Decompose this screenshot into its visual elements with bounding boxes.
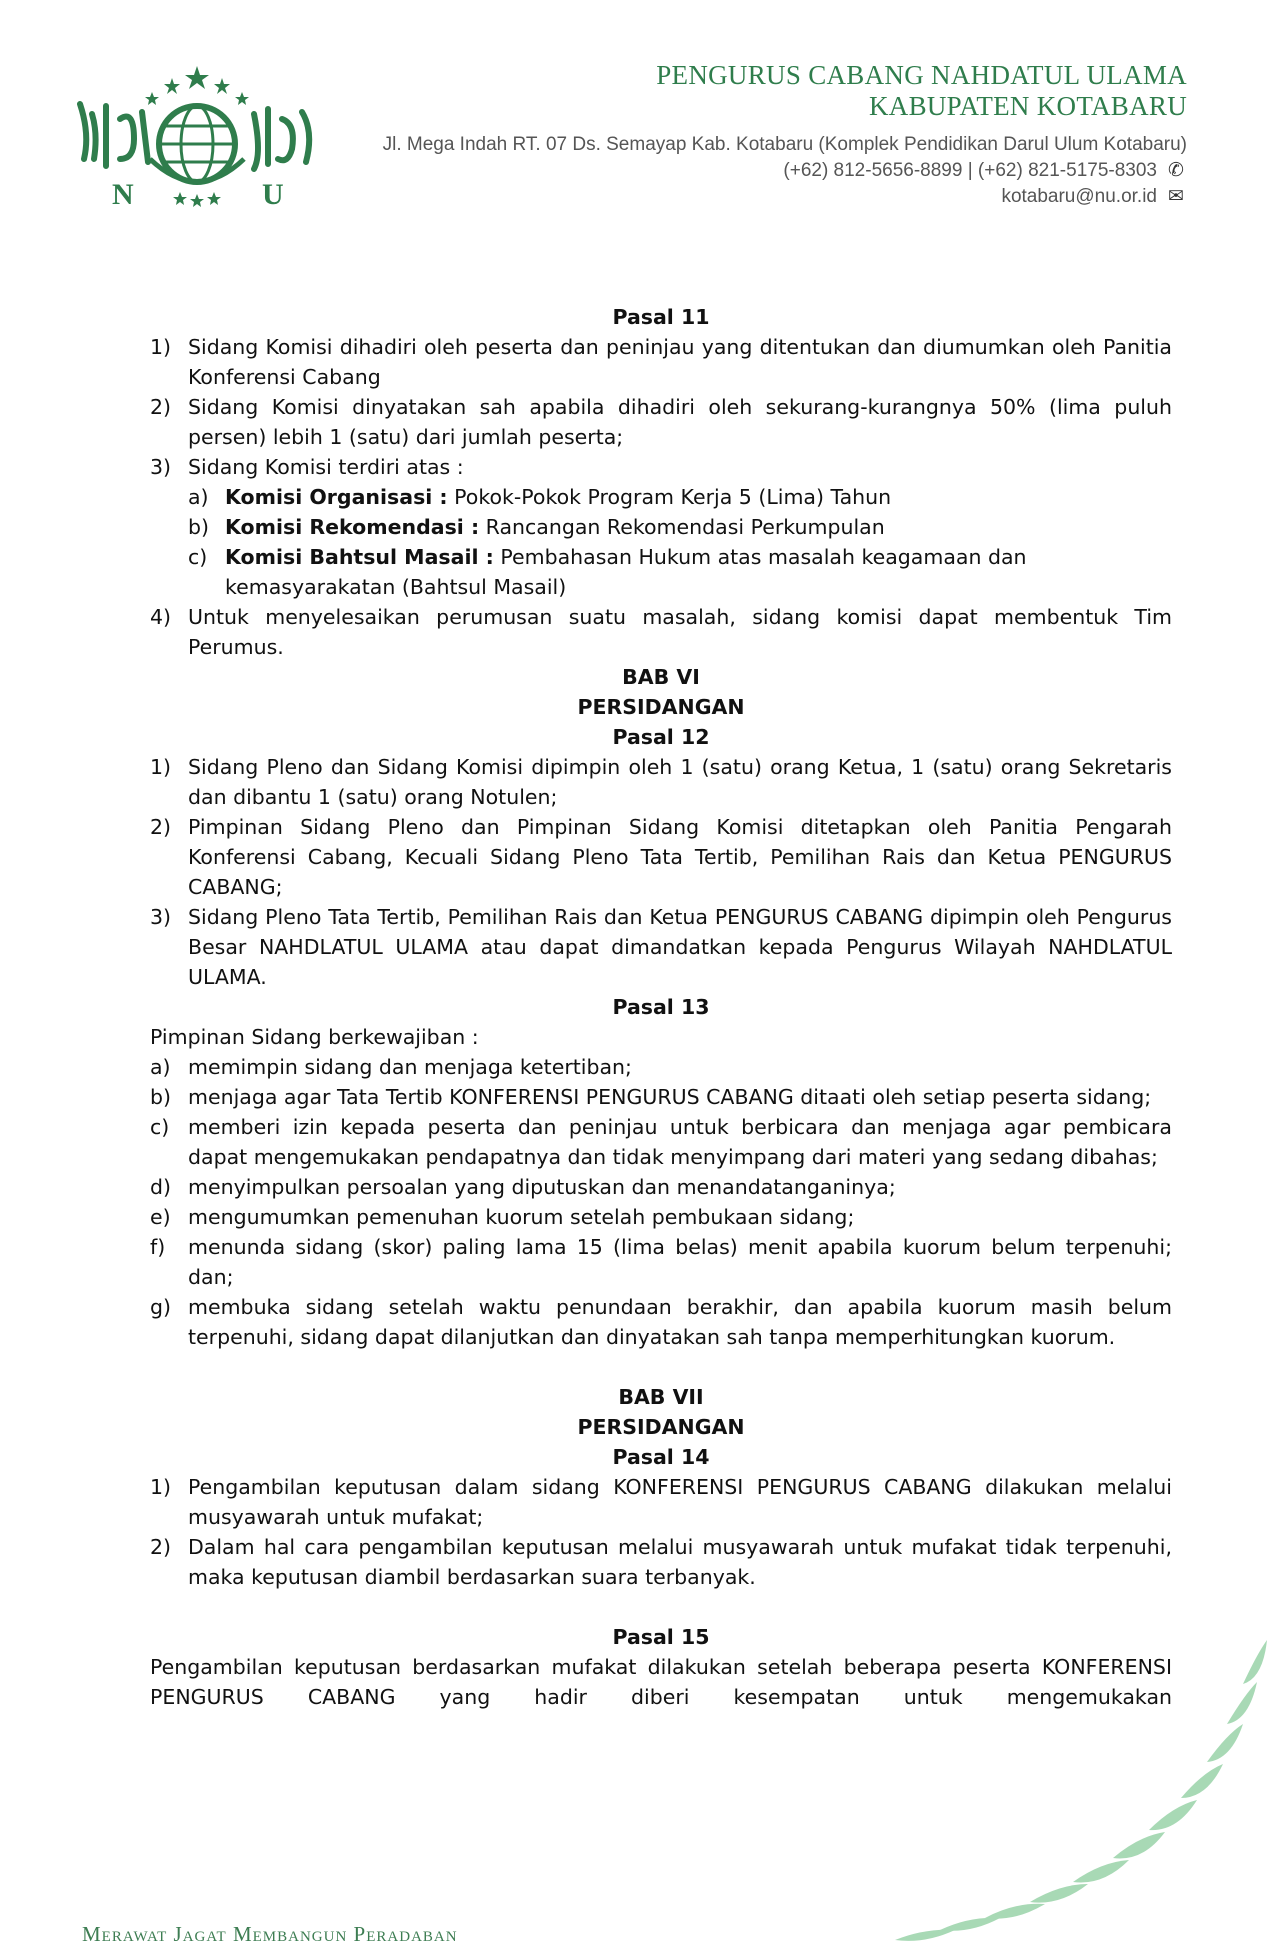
list-item: 2) Sidang Komisi dinyatakan sah apabila dihadiri oleh sekurang-kurangnya 50% (lima puluh persen) lebih 1 (satu) dari jumlah peserta; (150, 395, 1172, 449)
list-item: b) menjaga agar Tata Tertib KONFERENSI PENGURUS CABANG ditaati oleh setiap peserta sidang; (150, 1085, 1152, 1109)
list-item: a) memimpin sidang dan menjaga ketertiban; (150, 1055, 632, 1079)
star-icon (235, 92, 249, 105)
star-icon (207, 192, 221, 205)
bab-7-title: BAB VII (618, 1385, 704, 1409)
rope-segments (895, 1640, 1267, 1941)
pasal-13-title: Pasal 13 (612, 995, 710, 1019)
bab-6-subtitle: PERSIDANGAN (577, 695, 745, 719)
letterhead (0, 0, 1275, 230)
svg-text:N: N (112, 178, 134, 211)
list-item: 1) Sidang Pleno dan Sidang Komisi dipimpin oleh 1 (satu) orang Ketua, 1 (satu) orang Sekretaris dan dibantu 1 (satu) orang Notulen; (150, 755, 1172, 809)
org-phone: (+62) 812-5656-8899 | (+62) 821-5175-8303 (783, 160, 1157, 181)
rope-ornament (855, 1640, 1275, 1950)
org-region: KABUPATEN KOTABARU (868, 91, 1187, 121)
org-email-line (383, 184, 1187, 210)
org-address: Jl. Mega Indah RT. 07 Ds. Semayap Kab. Kotabaru (Komplek Pendidikan Darul Ulum Kotabaru) (382, 134, 1187, 155)
envelope-icon: ✉ (1168, 186, 1184, 207)
list-item: e) mengumumkan pemenuhan kuorum setelah pembukaan sidang; (150, 1205, 855, 1229)
organization-info (383, 60, 1187, 210)
pasal-14-title: Pasal 14 (612, 1445, 710, 1469)
footer-tagline: Merawat Jagat Membangun Peradaban (82, 1922, 458, 1946)
star-icon (145, 92, 159, 105)
document-body (150, 302, 1172, 1712)
list-item: d) menyimpulkan persoalan yang diputuskan dan menandatanganinya; (150, 1175, 896, 1199)
list-item: 3) Sidang Pleno Tata Tertib, Pemilihan Rais dan Ketua PENGURUS CABANG dipimpin oleh Pengurus Besar NAHDLATUL ULAMA atau dapat dimandatkan kepada Pengurus Wilayah NAHDLATUL ULAMA. (150, 905, 1172, 989)
komisi-list (188, 482, 1172, 602)
svg-text:U: U (262, 178, 284, 211)
list-item: c) memberi izin kepada peserta dan peninjau untuk berbicara dan menjaga agar pembicara dapat mengemukakan pendapatnya dan tidak menyimpang dari materi yang sedang dibahas; (150, 1115, 1172, 1169)
list-item: 2) Pimpinan Sidang Pleno dan Pimpinan Sidang Komisi ditetapkan oleh Panitia Pengarah Konferensi Cabang, Kecuali Sidang Pleno Tata Tertib, Pemilihan Rais dan Ketua PENGURUS CABANG; (150, 815, 1172, 899)
list-item: c) Komisi Bahtsul Masail : Pembahasan Hukum atas masalah keagamaan dan kemasyarakatan (Bahtsul Masail) (188, 545, 1027, 599)
list-item: f) menunda sidang (skor) paling lama 15 (lima belas) menit apabila kuorum belum terpenuhi; dan; (150, 1235, 1172, 1289)
org-name: PENGURUS CABANG NAHDATUL ULAMA (656, 60, 1187, 90)
pasal-15-title: Pasal 15 (612, 1625, 710, 1649)
pasal-15-text: Pengambilan keputusan berdasarkan mufakat dilakukan setelah beberapa peserta KONFERENSI PENGURUS CABANG yang hadir diberi kesempatan untuk mengemukakan (150, 1655, 1172, 1709)
bab-7-subtitle: PERSIDANGAN (577, 1415, 745, 1439)
star-icon (173, 192, 187, 205)
pasal-13-intro: Pimpinan Sidang berkewajiban : (150, 1025, 479, 1049)
list-item: 3) Sidang Komisi terdiri atas : (150, 455, 464, 479)
list-item: g) membuka sidang setelah waktu penundaan berakhir, dan apabila kuorum masih belum terpenuhi, sidang dapat dilanjutkan dan dinyatakan sah tanpa memperhitungkan kuorum. (150, 1295, 1172, 1349)
org-phone-line (383, 158, 1187, 184)
list-item: 1) Pengambilan keputusan dalam sidang KONFERENSI PENGURUS CABANG dilakukan melalui musyawarah untuk mufakat; (150, 1475, 1172, 1529)
star-icon (185, 66, 209, 89)
star-icon (190, 194, 204, 207)
list-item: 2) Dalam hal cara pengambilan keputusan melalui musyawarah untuk mufakat tidak terpenuhi, maka keputusan diambil berdasarkan suara terbanyak. (150, 1535, 1172, 1589)
org-email: kotabaru@nu.or.id (1001, 186, 1157, 207)
pasal-12-title: Pasal 12 (612, 725, 710, 749)
star-icon (214, 78, 230, 94)
star-icon (164, 78, 180, 94)
list-item: a) Komisi Organisasi : Pokok-Pokok Program Kerja 5 (Lima) Tahun (188, 485, 892, 509)
bab-6-title: BAB VI (622, 665, 700, 689)
pasal-11-title: Pasal 11 (612, 305, 710, 329)
list-item: 4) Untuk menyelesaikan perumusan suatu masalah, sidang komisi dapat membentuk Tim Perumus. (150, 605, 1172, 659)
list-item: 1) Sidang Komisi dihadiri oleh peserta dan peninjau yang ditentukan dan diumumkan oleh Panitia Konferensi Cabang (150, 335, 1172, 389)
nu-logo (72, 64, 322, 214)
whatsapp-icon: ✆ (1168, 160, 1184, 181)
list-item: b) Komisi Rekomendasi : Rancangan Rekomendasi Perkumpulan (188, 515, 885, 539)
